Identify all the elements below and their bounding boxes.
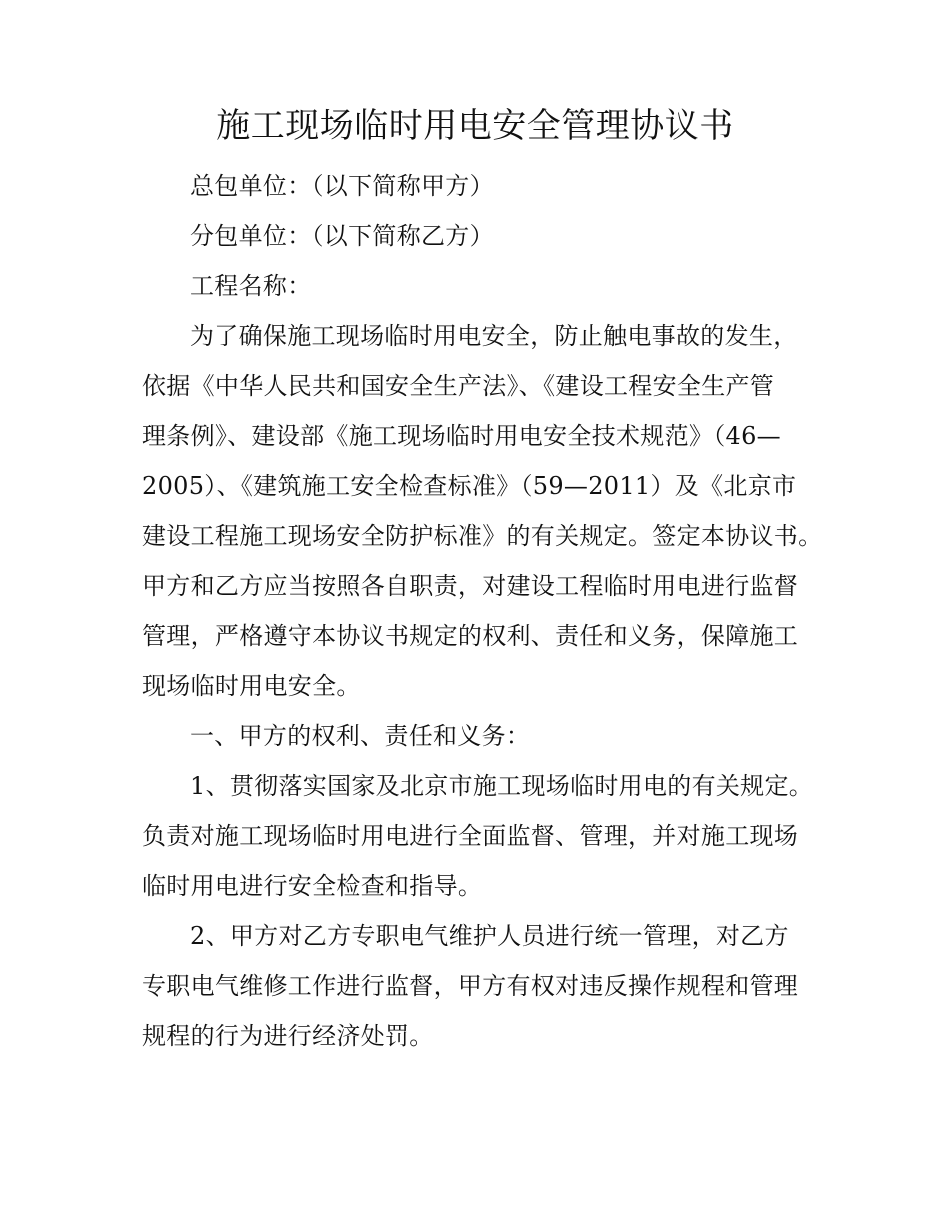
paragraph-line: 管理，严格遵守本协议书规定的权利、责任和义务，保障施工 xyxy=(142,622,799,650)
paragraph-line: 现场临时用电安全。 xyxy=(142,672,361,700)
document-title: 施工现场临时用电安全管理协议书 xyxy=(216,106,734,146)
paragraph-line: 甲方和乙方应当按照各自职责，对建设工程临时用电进行监督 xyxy=(142,572,799,600)
clause-line: 负责对施工现场临时用电进行全面监督、管理，并对施工现场 xyxy=(142,822,799,850)
clause-line: 专职电气维修工作进行监督，甲方有权对违反操作规程和管理 xyxy=(142,972,799,1000)
paragraph-line: 为了确保施工现场临时用电安全，防止触电事故的发生， xyxy=(190,322,798,350)
project-name-line: 工程名称： xyxy=(190,272,312,300)
clause-line: 2、甲方对乙方专职电气维护人员进行统一管理，对乙方 xyxy=(190,922,789,950)
paragraph-line: 理条例》、建设部《施工现场临时用电安全技术规范》（46— xyxy=(142,422,781,450)
clause-line: 临时用电进行安全检查和指导。 xyxy=(142,872,483,900)
clause-line: 1、贯彻落实国家及北京市施工现场临时用电的有关规定。 xyxy=(190,772,814,800)
section-heading: 一、甲方的权利、责任和义务： xyxy=(190,722,531,750)
clause-line: 规程的行为进行经济处罚。 xyxy=(142,1022,434,1050)
paragraph-line: 建设工程施工现场安全防护标准》的有关规定。签定本协议书。 xyxy=(142,522,823,550)
paragraph-line: 2005）、《建筑施工安全检查标准》（59—2011）及《北京市 xyxy=(142,472,797,500)
general-contractor-line: 总包单位：（以下简称甲方） xyxy=(190,172,494,200)
subcontractor-line: 分包单位：（以下简称乙方） xyxy=(190,222,494,250)
paragraph-line: 依据《中华人民共和国安全生产法》、《建设工程安全生产管 xyxy=(142,372,775,400)
